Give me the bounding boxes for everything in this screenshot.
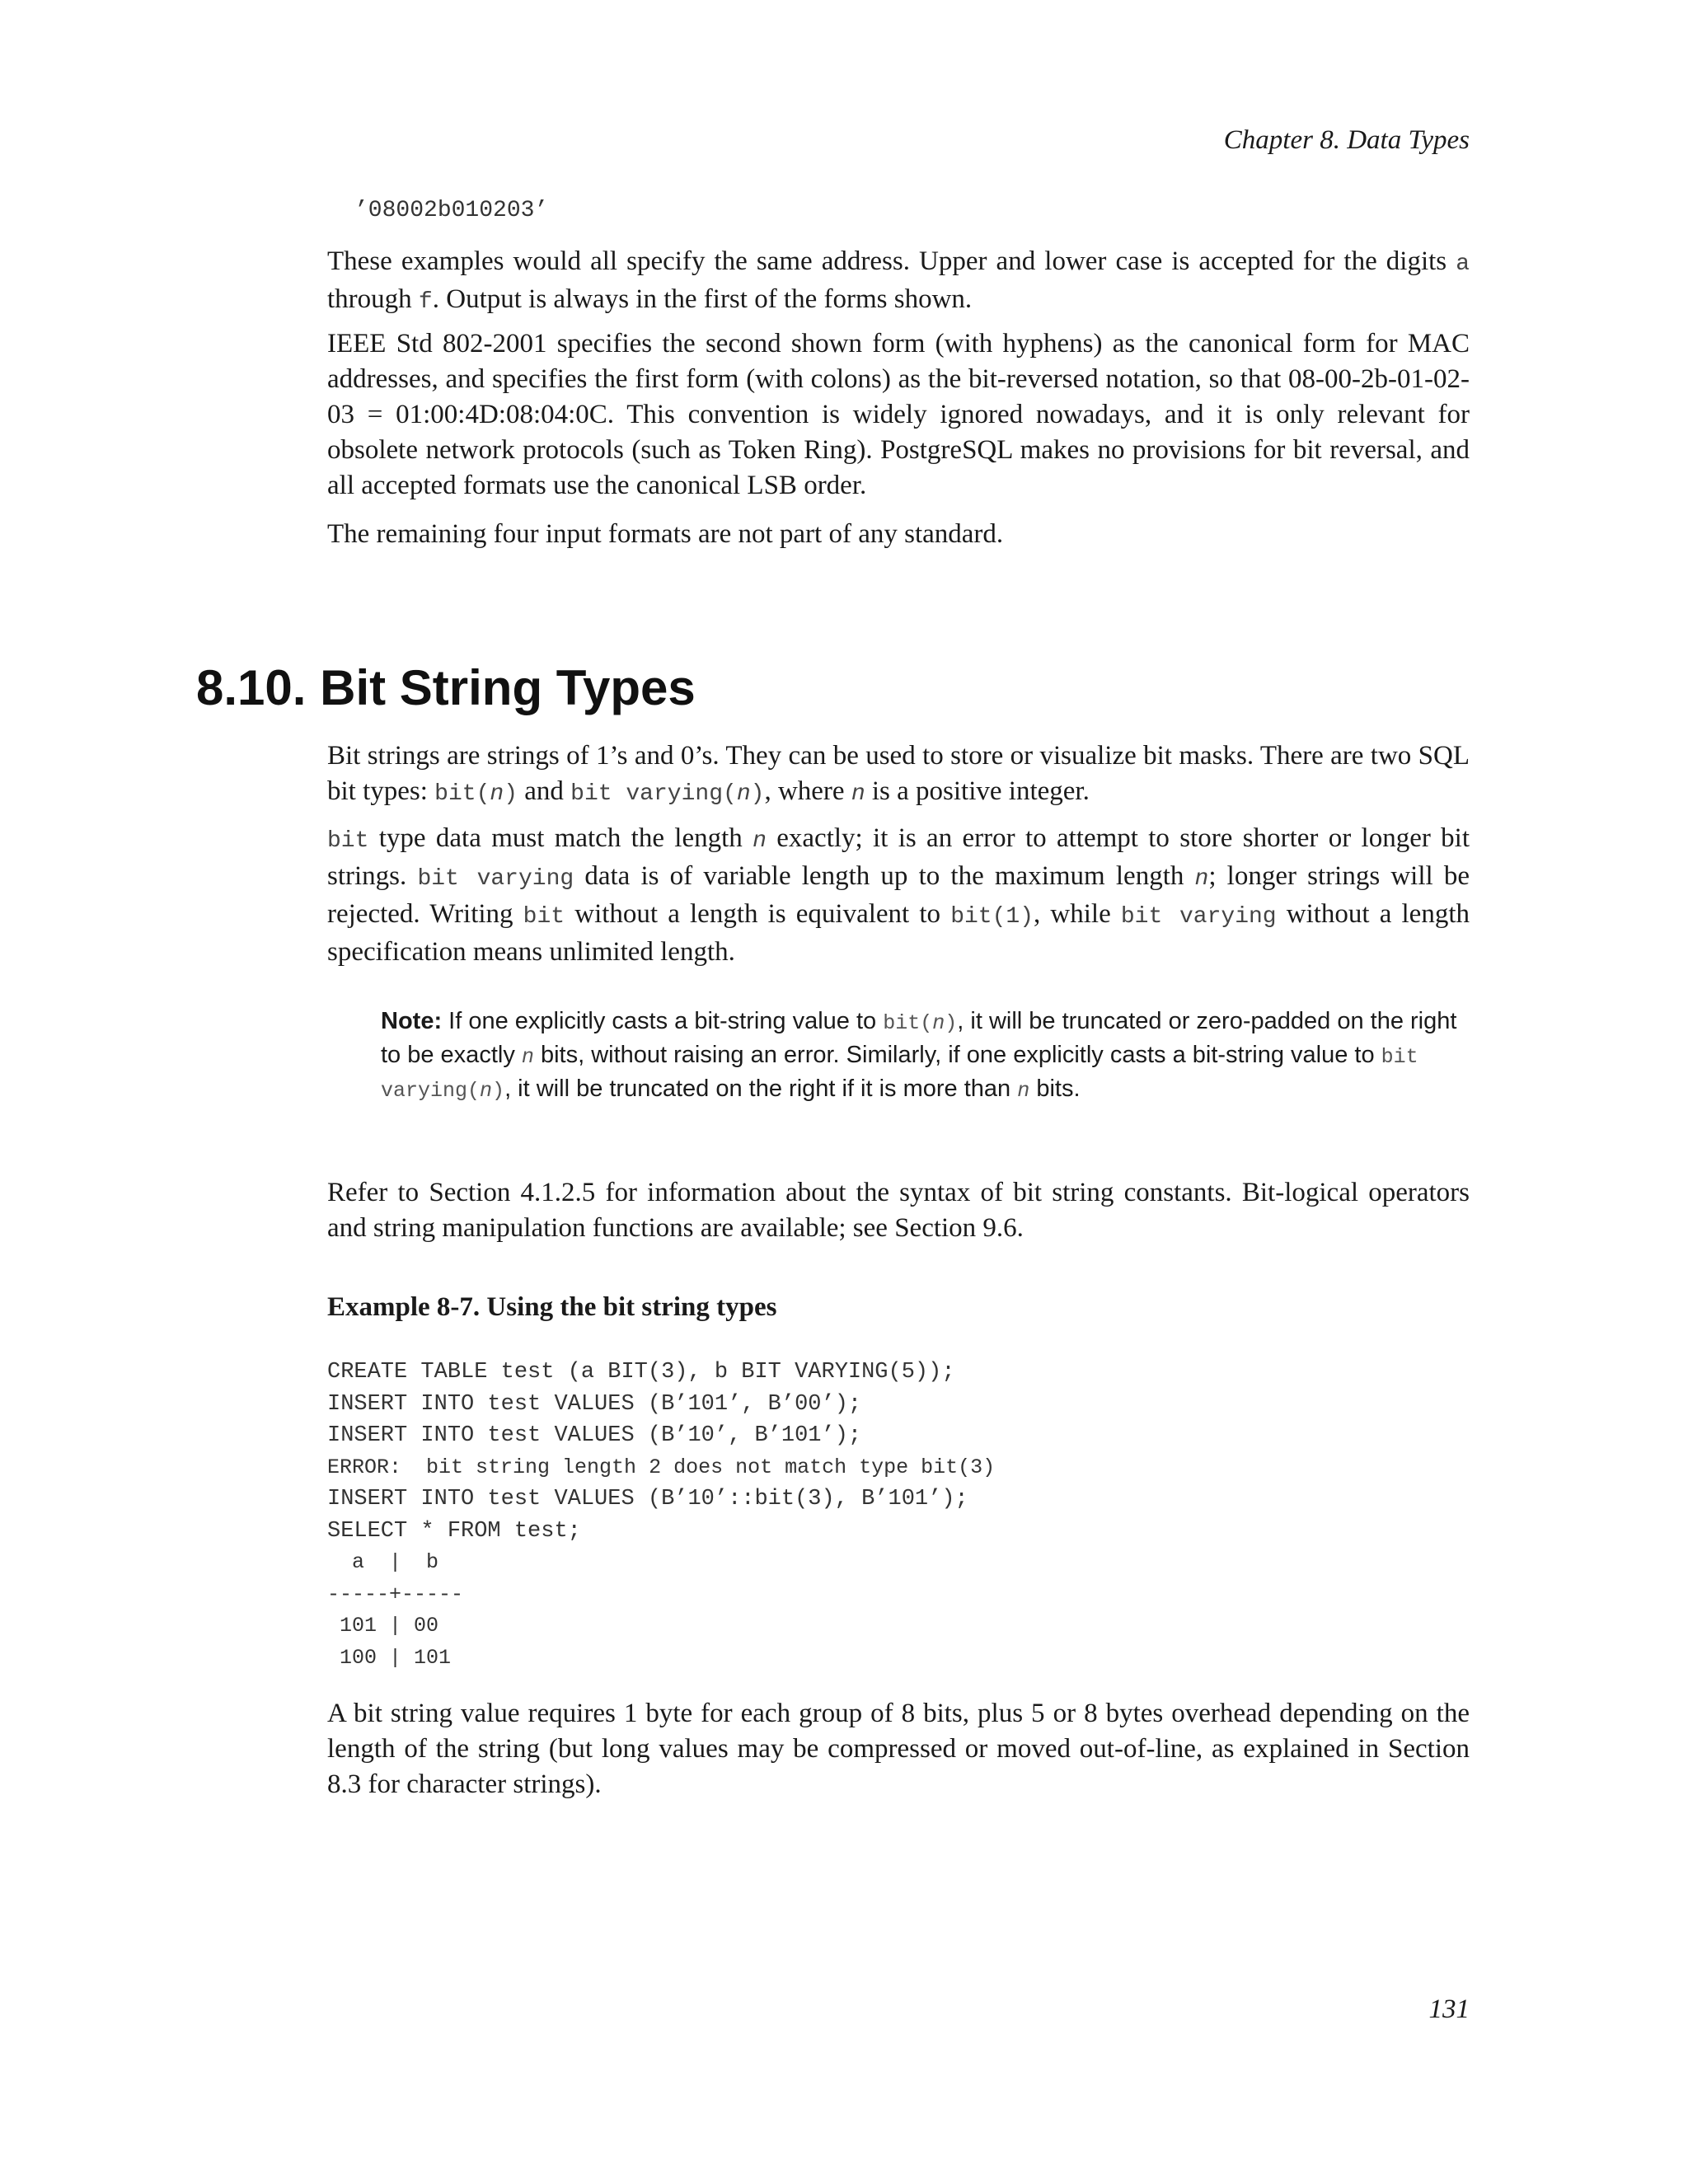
text: Bit strings are strings of 1’s and 0’s. They can be used to store or visualize bit masks. There are two SQL bit types:: [327, 741, 1470, 806]
text: exactly; it is an error to attempt to store shorter or longer bit strings.: [327, 823, 1470, 891]
code-param: n: [851, 781, 865, 807]
code-param: n: [753, 828, 767, 854]
paragraph-bit-length: [327, 821, 1470, 970]
code-inline: a: [1456, 251, 1470, 277]
code-param: n: [1017, 1079, 1030, 1103]
code-output-line: 100 | 101: [327, 1645, 452, 1670]
paragraph-references: [327, 1175, 1470, 1246]
text: ; longer strings will be rejected. Writing: [327, 861, 1470, 929]
code-inline: bit varying: [417, 866, 574, 892]
code-inline: bit(1): [950, 904, 1034, 930]
code-line: INSERT INTO test VALUES (B’10’::bit(3), B’101’);: [327, 1487, 968, 1511]
paragraph-remaining-formats: [327, 517, 1470, 552]
code-line: INSERT INTO test VALUES (B’101’, B’00’);: [327, 1391, 862, 1417]
code-param: n: [490, 781, 504, 807]
text: without a length is equivalent to: [565, 899, 951, 929]
code-part: bit(: [434, 781, 490, 807]
text: If one explicitly casts a bit-string value to: [442, 1008, 884, 1034]
paragraph-bit-types: [327, 738, 1470, 812]
code-inline: f: [418, 289, 433, 315]
text: , where: [764, 776, 851, 806]
text: without a length specification means unlimited length.: [327, 899, 1470, 967]
code-inline: bit: [523, 904, 565, 930]
text: These examples would all specify the same address. Upper and lower case is accepted for the digits: [327, 246, 1456, 276]
code-inline: [883, 1011, 957, 1035]
code-line: INSERT INTO test VALUES (B’10’, B’101’);: [327, 1423, 862, 1448]
example-code-block: [327, 1357, 995, 1674]
code-inline: bit varying: [1120, 904, 1277, 930]
code-line: SELECT * FROM test;: [327, 1518, 581, 1544]
text: , it will be truncated or zero-padded on the right to be exactly: [381, 1008, 1457, 1068]
mac-address-example: ’08002b010203’: [354, 198, 549, 223]
paragraph-storage: [327, 1696, 1470, 1802]
text: data is of variable length up to the maximum length: [574, 861, 1195, 891]
text: . Output is always in the first of the forms shown.: [432, 284, 973, 314]
paragraph-text: IEEE Std 802-2001 specifies the second shown form (with hyphens) as the canonical form for MAC addresses, and specifies the first form (with colons) as the bit-reversed notation, so that 08-00-2b-01-02-03 = 01:00:4D:08:04:0C. This convention is widely ignored nowadays, and it is only relevant for obsolete network protocols (such as Token Ring). PostgreSQL makes no provisions for bit reversal, and all accepted formats use the canonical LSB order.: [327, 329, 1470, 500]
paragraph-case-note: [327, 244, 1470, 320]
code-param: n: [521, 1045, 534, 1069]
code-param: n: [736, 781, 751, 807]
code-param: n: [480, 1079, 493, 1103]
code-param: n: [932, 1011, 945, 1035]
code-output-line: 101 | 00: [327, 1614, 439, 1638]
example-title: Example 8-7. Using the bit string types: [327, 1292, 777, 1322]
code-part: ): [945, 1011, 958, 1035]
code-part: bit varying(: [570, 781, 737, 807]
code-output-line: -----+-----: [327, 1582, 464, 1606]
note-box: [381, 1005, 1470, 1107]
section-heading: 8.10. Bit String Types: [196, 660, 696, 715]
text: bits.: [1029, 1076, 1081, 1102]
paragraph-text: The remaining four input formats are not part of any standard.: [327, 519, 1004, 549]
paragraph-text: Refer to Section 4.1.2.5 for information about the syntax of bit string constants. Bit-logical operators and string manipulation functions are available; see Section 9.6.: [327, 1178, 1470, 1243]
code-error-line: ERROR: bit string length 2 does not match type bit(3): [327, 1455, 996, 1479]
code-inline: [434, 781, 518, 807]
code-inline: bit: [327, 828, 369, 854]
paragraph-ieee-standard: [327, 326, 1470, 504]
code-part: ): [492, 1079, 505, 1103]
page-number: 131: [1428, 1994, 1470, 2024]
code-line: CREATE TABLE test (a BIT(3), b BIT VARYING(5));: [327, 1360, 955, 1385]
text: type data must match the length: [368, 823, 753, 853]
code-part: ): [750, 781, 765, 807]
text: is a positive integer.: [865, 776, 1090, 806]
running-header: Chapter 8. Data Types: [1223, 125, 1470, 155]
code-part: bit varying(: [381, 1045, 1418, 1103]
text: , it will be truncated on the right if it is more than: [504, 1076, 1018, 1102]
note-label: Note:: [381, 1008, 443, 1034]
paragraph-text: A bit string value requires 1 byte for each group of 8 bits, plus 5 or 8 bytes overhead depending on the length of the string (but long values may be compressed or moved out-of-line, as explained in Section 8.3 for character strings).: [327, 1699, 1470, 1799]
code-part: bit(: [883, 1011, 933, 1035]
text: , while: [1034, 899, 1121, 929]
code-param: n: [1194, 866, 1209, 892]
text: and: [518, 776, 571, 806]
code-output-line: a | b: [327, 1550, 439, 1574]
code-part: ): [504, 781, 518, 807]
text: through: [327, 284, 419, 314]
text: bits, without raising an error. Similarly, if one explicitly casts a bit-string value to: [533, 1042, 1381, 1068]
code-inline: [570, 781, 764, 807]
